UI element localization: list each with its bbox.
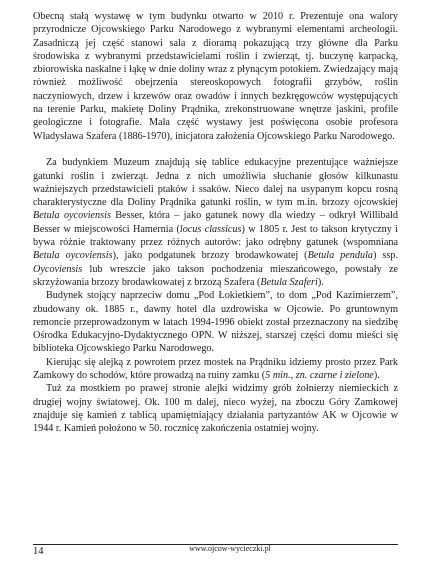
italic-text: Betula oycoviensis [33, 250, 113, 262]
page-number: 14 [33, 546, 44, 557]
italic-text: Betula Szaferi [260, 276, 318, 288]
text-run: Tuż za mostkiem po prawej stronie alejki widzimy grób żołnierzy niemieckich z drugiej wojny światowej. Ok. 100 m dalej, nieco wyżej, na zboczu Góry Zamkowej znajduje się kamień z tablicą upamiętniający działania partyzantów AK w Ojcowie w 1944 r. Kamień położono w 50. rocznicę zakończenia ostatniej wojny. [33, 383, 398, 435]
text-run: Za budynkiem Muzeum znajdują się tablice edukacyjne prezentujące ważniejsze gatunki roślin i zwierząt. Jedna z nich umożliwia słuchanie głosów kilkunastu ważniejszych przedstawicieli ptaków i ssaków. Nieco dalej na usypanym kopcu rosną charakterystyczne dla Doliny Prądnika gatunki roślin, w tym m.in. brzozy ojcowskiej [33, 157, 398, 209]
italic-text: Betula pendula [307, 250, 374, 262]
footer-website: www.ojcow-wycieczki.pl [189, 544, 271, 553]
text-run: Kierując się alejką z powrotem przez mostek na Prądniku idziemy prosto przez Park Zamkowy do schodów, które prowadzą na ruiny zamku ( [33, 356, 398, 382]
text-run: ). [373, 370, 380, 382]
text-run: ), jako podgatunek brzozy brodawkowatej ( [112, 250, 308, 262]
paragraph-soldiers-grave [33, 382, 398, 435]
italic-text: 5 min., zn. czarne i zielone [265, 370, 374, 382]
text-run: lub wreszcie jako takson pochodzenia mieszańcowego, powstały ze skrzyżowania brzozy brodawkowatej z brzozą Szafera ( [33, 263, 398, 288]
italic-text: Oycoviensis [33, 263, 83, 275]
text-run: ) w 1805 r. Jest to takson krytyczny i bywa różnie traktowany przez różnych autorów: jako odrębny gatunek (wspomniana [33, 223, 398, 249]
paragraph-castle-route [33, 356, 398, 383]
paragraph-educational-boards [33, 156, 398, 289]
text-run: ). [317, 276, 324, 288]
text-run: Obecną stałą wystawę w tym budynku otwarto w 2010 r. Prezentuje ona walory przyrodnicze Ojcowskiego Parku Narodowego z wybranymi elementami archeologii. Zasadniczą jej część stanowi sala z dioramą pokazującą trzy główne dla Parku środowiska z wybranymi przedstawicielami roślin i zwierząt, tj. buczynę karpacką, zbiorowiska naskalne i łąkę w dnie doliny wraz z płynącym potokiem. Zwiedzający mają również możliwość obejrzenia stereoskopowych fotografii grzybów, roślin naczyniowych, drzew i krzewów oraz owadów i innych bezkręgowców występujących na terenie Parku, makietę Doliny Prądnika, zrekonstruowane wnętrze jaskini, profile geologiczne i fotografie. Mała część wystawy jest poświęcona osobie profesora Władysława Szafera (1886-1970), inicjatora założenia Ojcowskiego Parku Narodowego. [33, 11, 398, 142]
text-run: ) ssp. [373, 250, 398, 262]
text-run: Besser, która – jako gatunek nowy dla wiedzy – odkrył Willibald Besser w miejscowości Hamernia ( [33, 210, 398, 235]
italic-text: Betula oycoviensis [33, 210, 111, 222]
paragraph-exhibition [33, 10, 398, 143]
body-text [33, 10, 398, 436]
paragraph-pod-kazimierzem [33, 289, 398, 355]
text-run: Budynek stojący naprzeciw domu „Pod Łokietkiem”, to dom „Pod Kazimierzem”, zbudowany ok. 1885 r., dawny hotel dla uzdrowiska w Ojcowie. Po gruntownym remoncie przeprowadzonym w latach 1994-1996 obiekt został przeznaczony na siedzibę Ośrodka Edukacyjno-Dydaktycznego OPN. W niższej, starszej części domu mieści się biblioteka Ojcowskiego Parku Narodowego. [33, 290, 398, 355]
italic-text: locus classicus [179, 223, 242, 235]
